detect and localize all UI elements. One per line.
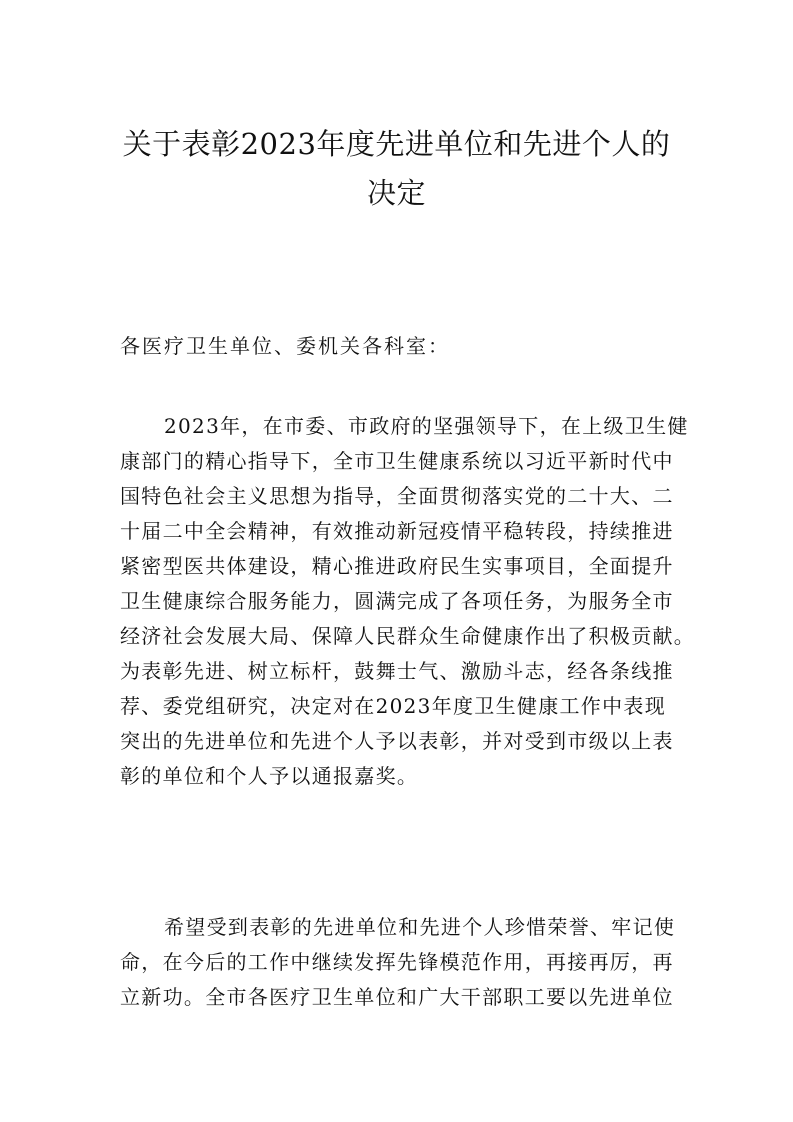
document-title-line-1: 关于表彰2023年度先进单位和先进个人的 (122, 127, 671, 161)
paragraph-line: 为表彰先进、树立标杆，鼓舞士气、激励斗志，经各条线推 (120, 659, 674, 683)
paragraph-line: 经济社会发展大局、保障人民群众生命健康作出了积极贡献。 (120, 624, 696, 648)
paragraph-line: 命，在今后的工作中继续发挥先锋模范作用，再接再厉，再 (120, 950, 674, 974)
paragraph-line: 十届二中全会精神，有效推动新冠疫情平稳转段，持续推进 (120, 519, 674, 543)
paragraph-line: 彰的单位和个人予以通报嘉奖。 (120, 764, 419, 788)
paragraph-line: 荐、委党组研究，决定对在2023年度卫生健康工作中表现 (120, 694, 666, 718)
paragraph-line: 2023年，在市委、市政府的坚强领导下，在上级卫生健 (164, 414, 689, 438)
paragraph-line: 卫生健康综合服务能力，圆满完成了各项任务，为服务全市 (120, 589, 674, 613)
paragraph-2 (120, 910, 680, 1015)
salutation: 各医疗卫生单位、委机关各科室： (120, 334, 450, 358)
paragraph-1 (120, 409, 696, 794)
paragraph-line: 立新功。全市各医疗卫生单位和广大干部职工要以先进单位 (120, 985, 674, 1009)
paragraph-line: 紧密型医共体建设，精心推进政府民生实事项目，全面提升 (120, 554, 674, 578)
paragraph-line: 希望受到表彰的先进单位和先进个人珍惜荣誉、牢记使 (164, 915, 676, 939)
paragraph-line: 国特色社会主义思想为指导，全面贯彻落实党的二十大、二 (120, 484, 674, 508)
document-title-line-2: 决定 (366, 176, 426, 210)
paragraph-line: 康部门的精心指导下，全市卫生健康系统以习近平新时代中 (120, 449, 674, 473)
paragraph-line: 突出的先进单位和先进个人予以表彰，并对受到市级以上表 (120, 729, 674, 753)
